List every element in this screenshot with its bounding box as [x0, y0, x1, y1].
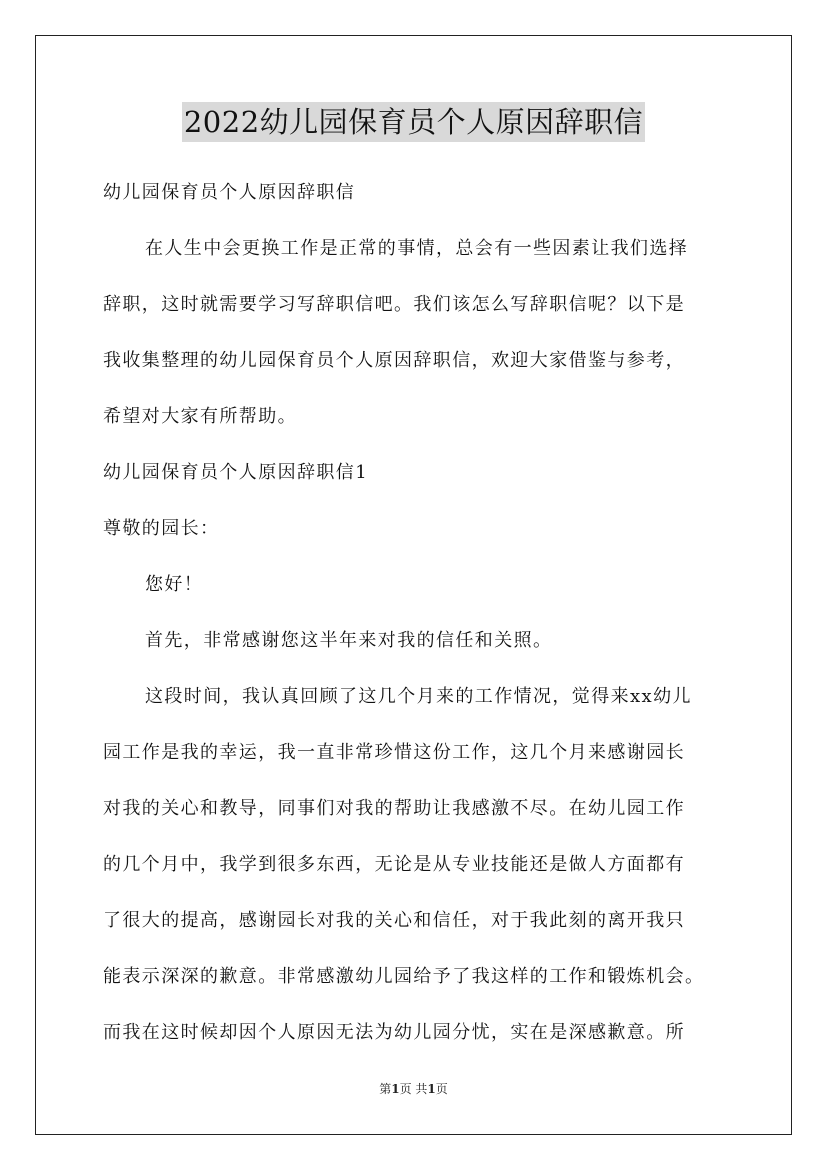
page-current: 1 — [391, 1082, 400, 1096]
title-container — [0, 102, 827, 142]
section-heading: 幼儿园保育员个人原因辞职信1 — [103, 462, 369, 483]
paragraph-line: 在人生中会更换工作是正常的事情，总会有一些因素让我们选择 — [145, 238, 689, 259]
paragraph-line: 辞职，这时就需要学习写辞职信吧。我们该怎么写辞职信呢？以下是 — [103, 294, 685, 315]
paragraph-line: 这段时间，我认真回顾了这几个月来的工作情况，觉得来xx幼儿 — [145, 686, 692, 707]
paragraph-line: 而我在这时候却因个人原因无法为幼儿园分忧，实在是深感歉意。所 — [103, 1022, 685, 1043]
document-title: 2022幼儿园保育员个人原因辞职信 — [182, 102, 645, 142]
paragraph-line: 对我的关心和教导，同事们对我的帮助让我感激不尽。在幼儿园工作 — [103, 798, 685, 819]
paragraph-line: 首先，非常感谢您这半年来对我的信任和关照。 — [145, 630, 553, 651]
paragraph-line: 我收集整理的幼儿园保育员个人原因辞职信，欢迎大家借鉴与参考， — [103, 350, 685, 371]
greeting: 您好！ — [145, 574, 204, 595]
subheading: 幼儿园保育员个人原因辞职信 — [103, 182, 356, 203]
paragraph-line: 了很大的提高，感谢园长对我的关心和信任，对于我此刻的离开我只 — [103, 910, 685, 931]
page-footer — [0, 1080, 827, 1097]
paragraph-line: 希望对大家有所帮助。 — [103, 406, 297, 427]
page-suffix: 页 — [435, 1082, 448, 1096]
document-body — [103, 165, 743, 1061]
paragraph-line: 的几个月中，我学到很多东西，无论是从专业技能还是做人方面都有 — [103, 854, 685, 875]
paragraph-line: 能表示深深的歉意。非常感激幼儿园给予了我这样的工作和锻炼机会。 — [103, 966, 705, 987]
page-total: 1 — [427, 1082, 436, 1096]
page-mid: 页 共 — [399, 1082, 428, 1096]
page-prefix: 第 — [379, 1082, 392, 1096]
salutation: 尊敬的园长： — [103, 518, 220, 539]
paragraph-line: 园工作是我的幸运，我一直非常珍惜这份工作，这几个月来感谢园长 — [103, 742, 685, 763]
